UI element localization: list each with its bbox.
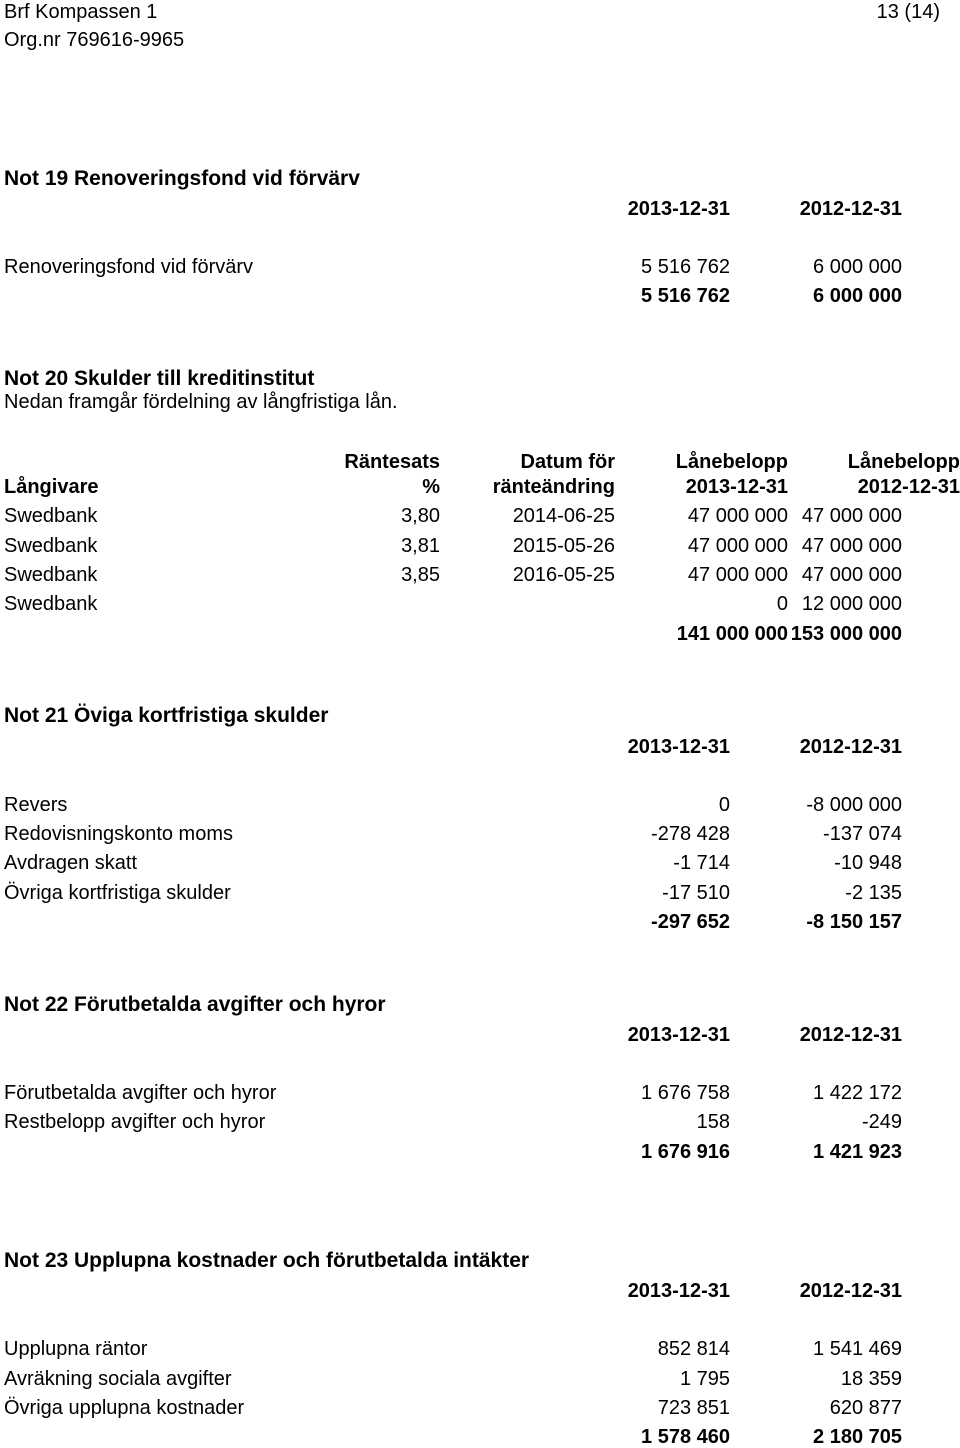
note-22-total-2013: 1 676 916 <box>641 1141 730 1163</box>
note-21-row-value-2013: 0 <box>718 794 730 816</box>
note-20-row-amount-2013: 47 000 000 <box>687 505 788 527</box>
note-21-row-value-2013: -278 428 <box>651 823 730 845</box>
note-23-total-2013: 1 578 460 <box>641 1426 730 1448</box>
note-21-row-value-2012: -10 948 <box>834 852 902 874</box>
note-19-col-2013: 2013-12-31 <box>627 198 730 220</box>
note-23-col-2012: 2012-12-31 <box>799 1280 902 1302</box>
note-20-row-rate: 3,85 <box>401 564 440 586</box>
note-20-header-lender: Långivare <box>4 476 99 498</box>
note-20-row-amount-2012: 12 000 000 <box>801 593 902 615</box>
note-20-row-amount-2013: 47 000 000 <box>687 564 788 586</box>
note-20-subtitle: Nedan framgår fördelning av långfristiga lån. <box>4 391 398 413</box>
note-20-row-lender: Swedbank <box>4 593 98 615</box>
note-20-row-lender: Swedbank <box>4 535 98 557</box>
note-20-title: Not 20 Skulder till kreditinstitut <box>4 367 315 390</box>
note-20-row-rate: 3,80 <box>401 505 440 527</box>
note-23-row-label: Upplupna räntor <box>4 1338 148 1360</box>
note-20-row-date: 2016-05-25 <box>512 564 615 586</box>
note-22-row-label: Restbelopp avgifter och hyror <box>4 1111 266 1133</box>
note-20-row-rate: 3,81 <box>401 535 440 557</box>
note-20-header-amount-2013: Lånebelopp <box>675 451 788 473</box>
note-20-row-date: 2015-05-26 <box>512 535 615 557</box>
note-21-title: Not 21 Öviga kortfristiga skulder <box>4 704 329 727</box>
note-20-total-2013: 141 000 000 <box>676 623 788 645</box>
note-21-row-value-2012: -2 135 <box>845 882 902 904</box>
note-19-row-value-2012: 6 000 000 <box>813 256 902 278</box>
note-22-row-value-2012: 1 422 172 <box>813 1082 902 1104</box>
note-23-row-value-2012: 620 877 <box>829 1397 902 1419</box>
note-23-row-value-2013: 723 851 <box>657 1397 730 1419</box>
note-19-total-2013: 5 516 762 <box>641 285 730 307</box>
note-22-col-2012: 2012-12-31 <box>799 1024 902 1046</box>
note-22-row-value-2012: -249 <box>861 1111 902 1133</box>
note-21-total-2013: -297 652 <box>651 911 730 933</box>
note-21-row-value-2013: -17 510 <box>662 882 730 904</box>
note-23-title: Not 23 Upplupna kostnader och förutbetalda intäkter <box>4 1249 530 1272</box>
page-number: 13 (14) <box>876 1 940 23</box>
note-20-row-amount-2012: 47 000 000 <box>801 505 902 527</box>
note-23-row-label: Avräkning sociala avgifter <box>4 1368 232 1390</box>
note-22-col-2013: 2013-12-31 <box>627 1024 730 1046</box>
note-22-row-value-2013: 1 676 758 <box>641 1082 730 1104</box>
org-number: Org.nr 769616-9965 <box>4 29 185 51</box>
note-23-total-2012: 2 180 705 <box>813 1426 902 1448</box>
note-19-row-label: Renoveringsfond vid förvärv <box>4 256 254 278</box>
note-20-row-amount-2013: 0 <box>776 593 788 615</box>
note-20-header-date: Datum för <box>520 451 615 473</box>
note-19-title: Not 19 Renoveringsfond vid förvärv <box>4 167 360 190</box>
note-22-row-value-2013: 158 <box>696 1111 730 1133</box>
note-20-row-amount-2013: 47 000 000 <box>687 535 788 557</box>
note-23-col-2013: 2013-12-31 <box>627 1280 730 1302</box>
note-23-row-value-2013: 1 795 <box>679 1368 730 1390</box>
note-21-row-label: Övriga kortfristiga skulder <box>4 882 231 904</box>
note-21-col-2013: 2013-12-31 <box>627 736 730 758</box>
note-20-row-date: 2014-06-25 <box>512 505 615 527</box>
company-name: Brf Kompassen 1 <box>4 1 158 23</box>
note-20-header-date-2: ränteändring <box>492 476 615 498</box>
note-19-total-2012: 6 000 000 <box>813 285 902 307</box>
note-19-row-value-2013: 5 516 762 <box>641 256 730 278</box>
note-22-row-label: Förutbetalda avgifter och hyror <box>4 1082 277 1104</box>
note-20-total-2012: 153 000 000 <box>790 623 902 645</box>
note-21-row-value-2013: -1 714 <box>673 852 730 874</box>
note-20-row-amount-2012: 47 000 000 <box>801 564 902 586</box>
note-20-row-lender: Swedbank <box>4 505 98 527</box>
note-20-header-amount-2012: Lånebelopp <box>847 451 960 473</box>
note-20-header-amount-2013-date: 2013-12-31 <box>685 476 788 498</box>
note-23-row-value-2012: 18 359 <box>840 1368 902 1390</box>
note-23-row-value-2013: 852 814 <box>657 1338 730 1360</box>
note-20-row-lender: Swedbank <box>4 564 98 586</box>
note-23-row-label: Övriga upplupna kostnader <box>4 1397 245 1419</box>
note-20-header-rate: Räntesats <box>344 451 440 473</box>
note-22-title: Not 22 Förutbetalda avgifter och hyror <box>4 993 386 1016</box>
note-21-row-value-2012: -137 074 <box>823 823 902 845</box>
note-20-row-amount-2012: 47 000 000 <box>801 535 902 557</box>
note-20-header-amount-2012-date: 2012-12-31 <box>857 476 960 498</box>
note-21-col-2012: 2012-12-31 <box>799 736 902 758</box>
note-23-row-value-2012: 1 541 469 <box>813 1338 902 1360</box>
note-21-total-2012: -8 150 157 <box>806 911 902 933</box>
note-19-col-2012: 2012-12-31 <box>799 198 902 220</box>
note-20-header-rate-unit: % <box>422 476 440 498</box>
note-21-row-label: Avdragen skatt <box>4 852 138 874</box>
note-21-row-label: Redovisningskonto moms <box>4 823 233 845</box>
note-21-row-value-2012: -8 000 000 <box>806 794 902 816</box>
note-21-row-label: Revers <box>4 794 68 816</box>
note-22-total-2012: 1 421 923 <box>813 1141 902 1163</box>
